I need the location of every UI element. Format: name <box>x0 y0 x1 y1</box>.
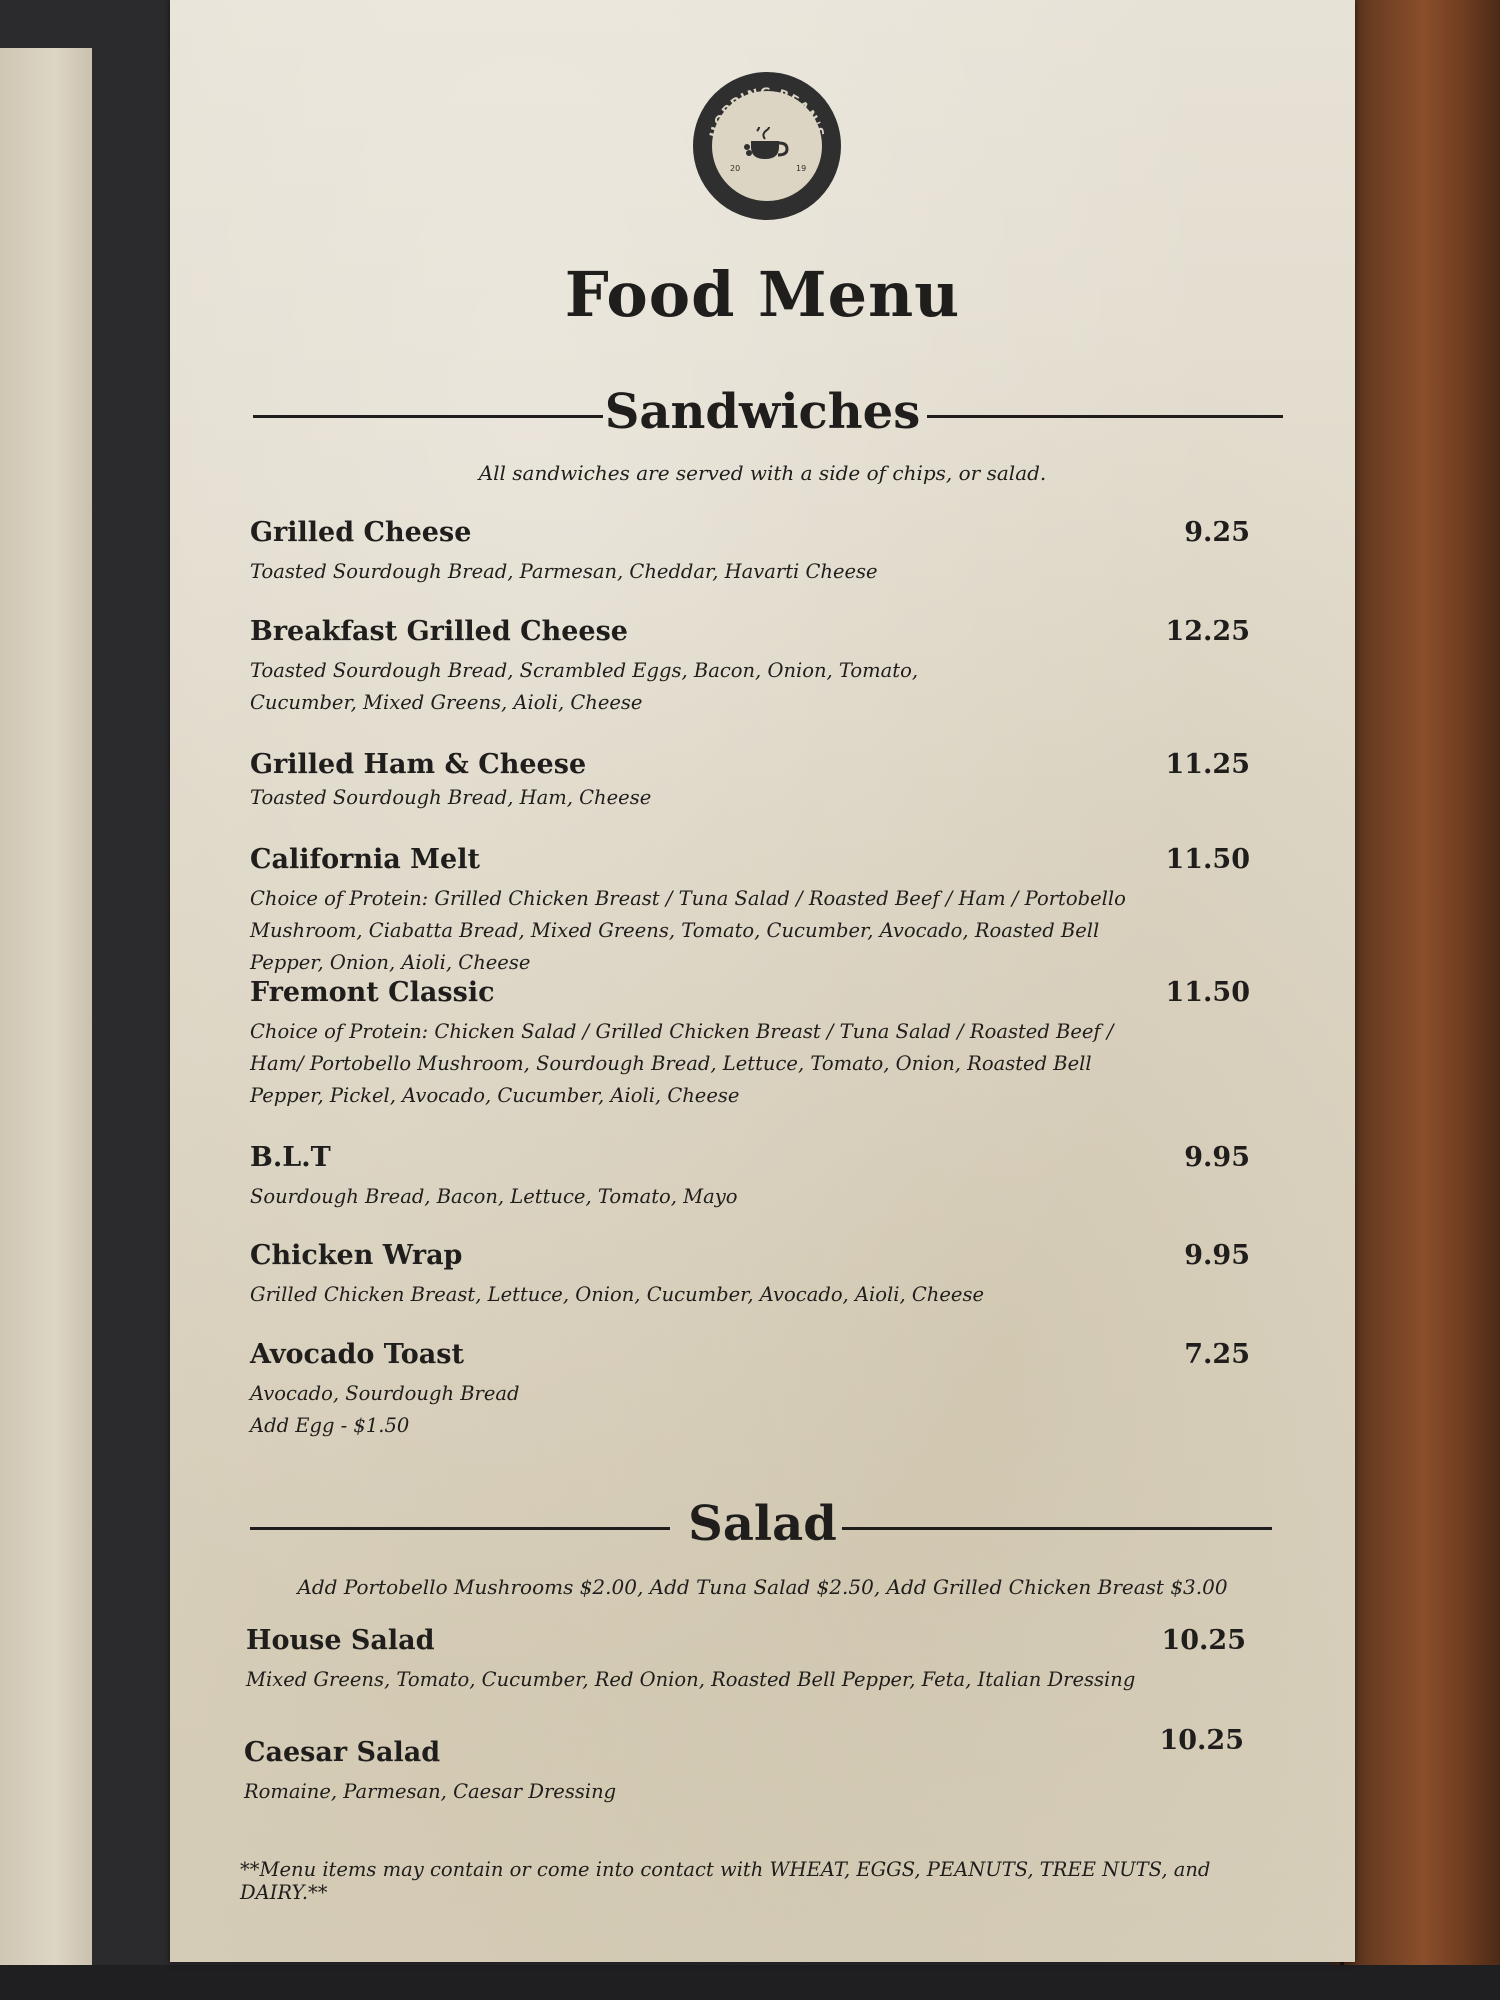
item-description: Choice of Protein: Chicken Salad / Grilled Chicken Breast / Tuna Salad / Roasted Beef / Ham/ Portobello Mushroom, Sourdough Bread, Lettuce, Tomato, Onion, Roasted Bell Pepper, Pickel, Avocado, Cucumber, Aioli, Cheese <box>250 1020 1114 1107</box>
item-description: Grilled Chicken Breast, Lettuce, Onion, Cucumber, Avocado, Aioli, Cheese <box>250 1283 984 1306</box>
sandwiches-note: All sandwiches are served with a side of chips, or salad. <box>478 461 1047 485</box>
item-description: Romaine, Parmesan, Caesar Dressing <box>244 1780 617 1803</box>
logo-year-right: 19 <box>796 164 807 173</box>
cafe-logo <box>693 72 841 220</box>
adjacent-menu-page <box>0 48 92 1968</box>
item-price: 11.50 <box>1165 844 1250 875</box>
backing-board <box>0 1965 1500 2000</box>
item-description: Toasted Sourdough Bread, Parmesan, Cheddar, Havarti Cheese <box>250 560 878 583</box>
svg-text:CAFE <box>744 171 791 191</box>
menu-item: Grilled Ham & Cheese 11.25 Toasted Sourdough Bread, Ham, Cheese <box>250 748 1250 814</box>
menu-item: Caesar Salad 10.25 Romaine, Parmesan, Caesar Dressing <box>244 1736 1244 1808</box>
menu-title: Food Menu <box>564 258 961 331</box>
menu-sheet <box>170 0 1355 1962</box>
menu-item: Avocado Toast 7.25 Avocado, Sourdough Bread Add Egg - $1.50 <box>250 1338 1250 1442</box>
item-description: Sourdough Bread, Bacon, Lettuce, Tomato, Mayo <box>250 1185 738 1208</box>
item-addon: Add Egg - $1.50 <box>250 1414 410 1437</box>
logo-ring-bottom-text: CAFE <box>743 171 791 192</box>
menu-item: Breakfast Grilled Cheese 12.25 Toasted Sourdough Bread, Scrambled Eggs, Bacon, Onion, Tomato, Cucumber, Mixed Greens, Aioli, Cheese <box>250 615 1250 719</box>
item-description: Choice of Protein: Grilled Chicken Breast / Tuna Salad / Roasted Beef / Ham / Portobello Mushroom, Ciabatta Bread, Mixed Greens, Tomato, Cucumber, Avocado, Roasted Bell Pepper, Onion, Aioli, Cheese <box>250 887 1126 974</box>
item-price: 9.25 <box>1184 517 1250 548</box>
item-description: Toasted Sourdough Bread, Scrambled Eggs, Bacon, Onion, Tomato, Cucumber, Mixed Greens, Aioli, Cheese <box>250 659 919 714</box>
menu-item: Chicken Wrap 9.95 Grilled Chicken Breast, Lettuce, Onion, Cucumber, Avocado, Aioli, Cheese <box>250 1239 1250 1311</box>
item-description: Mixed Greens, Tomato, Cucumber, Red Onion, Roasted Bell Pepper, Feta, Italian Dressing <box>246 1668 1136 1691</box>
item-price: 10.25 <box>1161 1625 1246 1656</box>
item-price: 11.50 <box>1165 977 1250 1008</box>
logo-ring-top-text: HOPPING BEAN'S <box>707 85 827 140</box>
item-price: 7.25 <box>1184 1339 1250 1370</box>
salad-note: Add Portobello Mushrooms $2.00, Add Tuna Salad $2.50, Add Grilled Chicken Breast $3.00 <box>297 1575 1228 1599</box>
menu-item: House Salad 10.25 Mixed Greens, Tomato, Cucumber, Red Onion, Roasted Bell Pepper, Feta, Italian Dressing <box>246 1624 1246 1696</box>
item-description: Avocado, Sourdough Bread <box>250 1382 520 1405</box>
menu-item: California Melt 11.50 Choice of Protein: Grilled Chicken Breast / Tuna Salad / Roasted Beef / Ham / Portobello Mushroom, Ciabatta Bread, Mixed Greens, Tomato, Cucumber, Avocado, Roasted Bell Pepper, Onion, Aioli, Cheese <box>250 843 1250 979</box>
item-description: Toasted Sourdough Bread, Ham, Cheese <box>250 786 652 809</box>
sandwiches-heading <box>170 384 1355 444</box>
item-price: 11.25 <box>1165 749 1250 780</box>
item-price: 9.95 <box>1184 1240 1250 1271</box>
salad-heading <box>170 1496 1355 1556</box>
coffee-cup-icon <box>743 127 791 161</box>
menu-item: B.L.T 9.95 Sourdough Bread, Bacon, Lettuce, Tomato, Mayo <box>250 1141 1250 1213</box>
menu-item: Fremont Classic 11.50 Choice of Protein: Chicken Salad / Grilled Chicken Breast / Tuna Salad / Roasted Beef / Ham/ Portobello Mushroom, Sourdough Bread, Lettuce, Tomato, Onion, Roasted Bell Pepper, Pickel, Avocado, Cucumber, Aioli, Cheese <box>250 976 1250 1112</box>
wood-frame <box>1330 0 1500 2000</box>
section-title: Salad <box>688 1496 837 1552</box>
allergen-note: **Menu items may contain or come into contact with WHEAT, EGGS, PEANUTS, TREE NUTS, and DAIRY.** <box>240 1858 1211 1904</box>
item-price: 9.95 <box>1184 1142 1250 1173</box>
item-price: 12.25 <box>1165 616 1250 647</box>
item-price: 10.25 <box>1159 1725 1244 1756</box>
section-title: Sandwiches <box>604 384 921 440</box>
logo-year-left: 20 <box>730 164 741 173</box>
menu-item: Grilled Cheese 9.25 Toasted Sourdough Bread, Parmesan, Cheddar, Havarti Cheese <box>250 516 1250 588</box>
